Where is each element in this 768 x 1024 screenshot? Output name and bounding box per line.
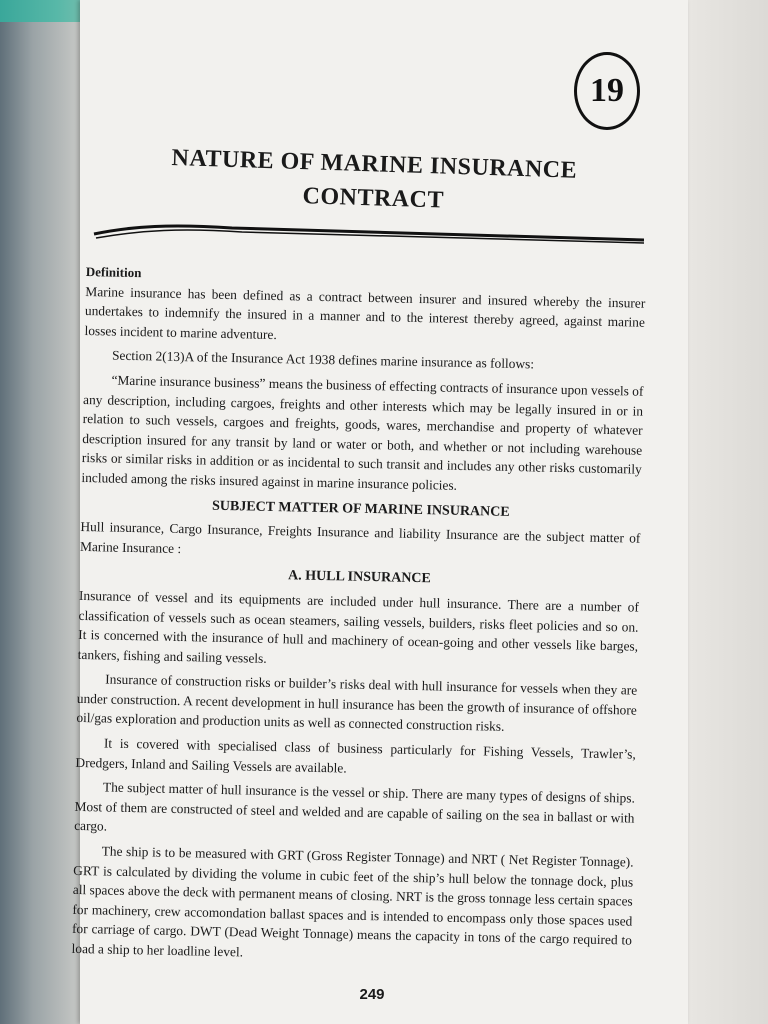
hull-insurance-heading: A. HULL INSURANCE bbox=[287, 568, 431, 587]
background-left bbox=[0, 0, 82, 1024]
chapter-title-line-2: CONTRACT bbox=[302, 183, 445, 214]
hull-paragraph: The ship is to be measured with GRT (Gross Register Tonnage) and NRT ( Net Register Tonnage). GRT is calculated by dividing the volume in cubic feet of the ship’s hull below the tonnage dock, plus all spaces above the deck with permanent means of closing. NRT is the gross tonnage less certain spaces for machinery, crew accomondation ballast spaces and is intended to encompass only those spaces used for carriage of cargo. DWT (Dead Weight Tonnage) means the capacity in tons of the cargo required to load a ship to her loadline level. bbox=[71, 843, 634, 960]
hull-paragraph: It is covered with specialised class of business particularly for Fishing Vessels, Trawler’s, Dredgers, Inland and Sailing Vessels are available. bbox=[75, 735, 636, 776]
page-content bbox=[71, 262, 646, 975]
section-quote: “Marine insurance business” means the business of effecting contracts of insurance upon vessels of any description, including cargoes, freights and other interests which may be legally insured in or in relation to such vessels, cargoes and freights, goods, wares, merchandise and property of whatever description insured for any transit by land or water or both, and whether or not including warehouse risks or similar risks in addition or as incidental to such transit and includes any other risks customarily included among the risks insured against in marine insurance policies. bbox=[81, 372, 644, 493]
hull-paragraph: The subject matter of hull insurance is the vessel or ship. There are many types of designs of ships. Most of them are constructed of steel and welded and are capable of sailing on the sea in ballast or with cargo. bbox=[74, 779, 636, 834]
background-right bbox=[688, 0, 768, 1024]
title-rule bbox=[92, 222, 644, 244]
book-page bbox=[71, 0, 688, 1024]
chapter-number: 19 bbox=[590, 72, 624, 109]
definition-text: Marine insurance has been defined as a contract between insurer and insured whereby the insurer undertakes to indemnify the insured in a manner and to the interest thereby agreed, against marine losses incident to marine adventure. bbox=[84, 283, 646, 342]
chapter-title-line-1: NATURE OF MARINE INSURANCE bbox=[171, 145, 578, 184]
chapter-number-badge bbox=[574, 52, 640, 130]
chapter-title bbox=[138, 140, 610, 223]
subject-matter-text: Hull insurance, Cargo Insurance, Freights Insurance and liability Insurance are the subject matter of Marine Insurance : bbox=[79, 519, 641, 556]
subject-matter-heading: SUBJECT MATTER OF MARINE INSURANCE bbox=[211, 498, 510, 520]
hull-paragraph: Insurance of construction risks or builder’s risks deal with hull insurance for vessels when they are under construction. A recent development in hull insurance has been the growth of insurance of offshore oil/gas exploration and production units as well as connected construction risks. bbox=[76, 671, 638, 735]
page-number: 249 bbox=[359, 986, 385, 1003]
section-intro: Section 2(13)A of the Insurance Act 1938 defines marine insurance as follows: bbox=[111, 347, 535, 372]
hull-paragraph: Insurance of vessel and its equipments are included under hull insurance. There are a number of classification of vessels such as ocean steamers, sailing vessels, builders, risks fleet policies and so on. It is concerned with the insurance of hull and machinery of ocean-going and other vessels like barges, tankers, fishing and sailing vessels. bbox=[77, 587, 640, 666]
definition-heading: Definition bbox=[85, 263, 142, 281]
